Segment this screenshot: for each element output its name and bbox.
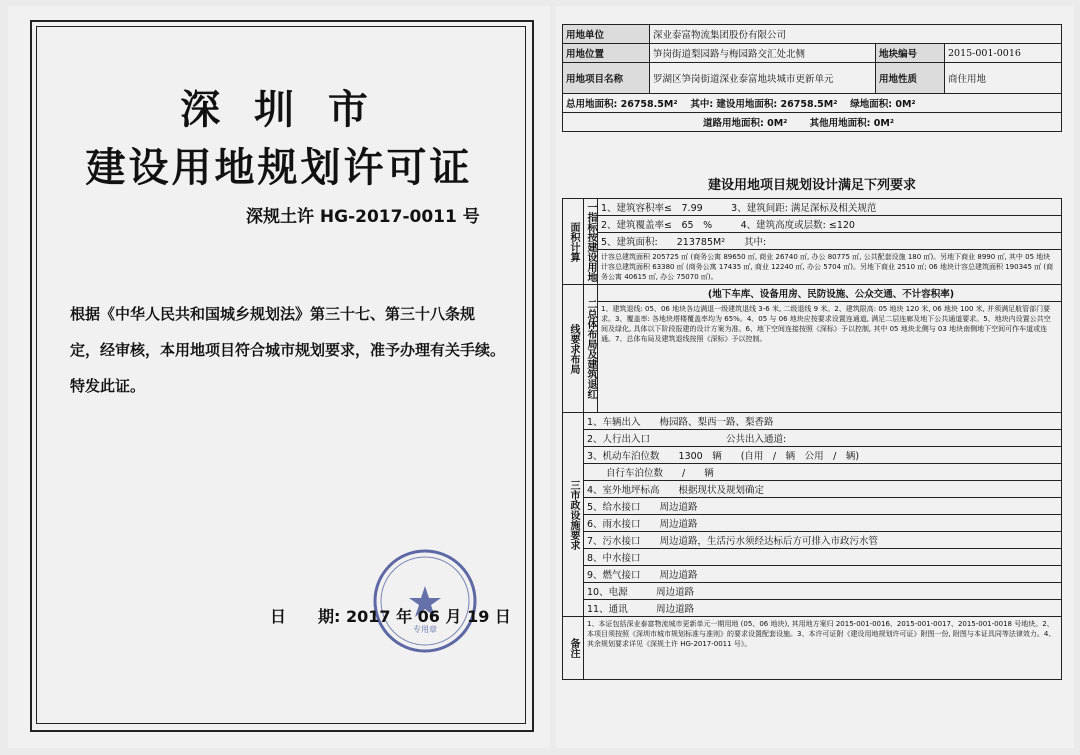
municipal-row: 3、机动车泊位数 1300 辆 (自用 / 辆 公用 / 辆)	[583, 447, 1061, 464]
municipal-row: 4、室外地坪标高 根据现状及规划确定	[583, 481, 1061, 498]
body-line-1: 根据《中华人民共和国城乡规划法》第三十七、第三十八条规	[70, 305, 476, 323]
municipal-row: 2、人行出入口 公共出入通道:	[583, 430, 1061, 447]
section-indicators	[563, 199, 1061, 284]
location-value: 笋岗街道梨园路与梅园路交汇处北侧	[650, 44, 876, 63]
nature-value: 商住用地	[945, 63, 1062, 94]
section-side-label: 备注	[563, 617, 584, 679]
area-row	[563, 94, 1062, 113]
section-sub-label: 一指标按建设用地	[583, 199, 598, 284]
nature-label: 用地性质	[876, 63, 945, 94]
land-unit-label: 用地单位	[563, 25, 650, 44]
road-area-row	[563, 113, 1062, 132]
body-line-3: 特发此证。	[70, 377, 146, 395]
section-content	[583, 617, 1061, 679]
section-content	[597, 199, 1061, 284]
details-page	[556, 6, 1074, 748]
city-name: 深 圳 市	[180, 87, 378, 133]
other-area: 其他用地面积: 0M²	[809, 118, 894, 129]
road-area: 道路用地面积: 0M²	[703, 118, 788, 129]
certificate-title: 建设用地规划许可证	[85, 145, 473, 191]
permit-number: 深规土许 HG-2017-0011 号	[246, 207, 480, 227]
section-remarks	[563, 616, 1061, 679]
municipal-row: 自行车泊位数 / 辆	[583, 464, 1061, 481]
municipal-row: 5、给水接口 周边道路	[583, 498, 1061, 515]
municipal-row: 8、中水接口	[583, 549, 1061, 566]
requirements-grid	[562, 198, 1062, 680]
section-layout	[563, 284, 1061, 412]
section-content	[583, 413, 1061, 616]
section-content	[597, 285, 1061, 412]
section-municipal	[563, 412, 1061, 616]
location-label: 用地位置	[563, 44, 650, 63]
indicator-note: 计容总建筑面积 205725 ㎡ (商务公寓 89650 ㎡, 商业 26740 ㎡, 办公 80775 ㎡, 公共配套设施 180 ㎡)。另地下商业 8990 ㎡, 其中 05 地块计容总建筑面积 63380 ㎡ (商务公寓 17435 ㎡, 商业 12240 ㎡, 办公 5704 ㎡)。另地下商业 2510 ㎡; 06 地块计容总建筑面积 190345 ㎡ (商务公寓 40615 ㎡, 办公 75070 ㎡)。	[601, 253, 1054, 281]
date-value: 2017 年 06 月 19 日	[345, 607, 511, 626]
requirements-heading: 建设用地项目规划设计满足下列要求	[707, 178, 916, 193]
certificate-page	[8, 6, 550, 748]
project-label: 用地项目名称	[563, 63, 650, 94]
parcel-no-label: 地块编号	[876, 44, 945, 63]
municipal-row: 6、雨水接口 周边道路	[583, 515, 1061, 532]
total-area: 总用地面积: 26758.5M²	[566, 99, 678, 110]
layout-header: (地下车库、设备用房、民防设施、公众交通、不计容积率)	[597, 285, 1061, 302]
certificate-body	[70, 296, 510, 404]
municipal-row: 11、通讯 周边道路	[587, 604, 695, 615]
date-label: 日 期:	[270, 607, 341, 626]
table-row	[563, 94, 1062, 113]
municipal-row: 9、燃气接口 周边道路	[583, 566, 1061, 583]
municipal-row: 7、污水接口 周边道路，生活污水须经达标后方可排入市政污水管	[583, 532, 1061, 549]
table-row	[563, 44, 1062, 63]
municipal-row: 1、车辆出入 梅园路、梨西一路、梨香路	[583, 413, 1061, 430]
section-sub-label: 二总体布局及建筑退红	[583, 285, 598, 412]
official-seal-icon	[370, 546, 480, 656]
parcel-no-value: 2015-001-0016	[945, 44, 1062, 63]
issue-date	[270, 604, 511, 627]
green-area: 绿地面积: 0M²	[850, 99, 916, 110]
section-side-label: 三市政设施要求	[563, 413, 584, 616]
section-side-label: 线要求布局	[563, 285, 584, 412]
table-row	[563, 113, 1062, 132]
indicator-row: 2、建筑覆盖率≤ 65 % 4、建筑高度或层数: ≤120	[597, 216, 1061, 233]
construction-area: 其中: 建设用地面积: 26758.5M²	[690, 99, 838, 110]
land-info-table	[562, 24, 1062, 132]
body-line-2: 定，经审核，本用地项目符合城市规划要求，准予办理有关手续。	[70, 341, 506, 359]
project-value: 罗湖区笋岗街道深业泰富地块城市更新单元	[650, 63, 876, 94]
svg-text:专用章: 专用章	[413, 625, 437, 634]
land-unit-value: 深业泰富物流集团股份有限公司	[650, 25, 1062, 44]
indicator-row: 5、建筑面积: 213785M² 其中:	[597, 233, 1061, 250]
remarks-text: 1、本证包括深业泰富物流城市更新单元一期用地 (05、06 地块), 其用地方案归 2015-001-0016、2015-001-0017、2015-001-0018 号地块。2、本项目须按照《深圳市城市规划标准与准则》的要求设置配套设施。3、本许可证附《建设用地规划许可证》附图一份, 附图与本证具同等法律效力。4、其余规划要求详见《深规土许 HG-2017-0011 号》。	[587, 620, 1056, 648]
municipal-row: 10、电源 周边道路	[583, 583, 1061, 600]
layout-text: 1、建筑退线: 05、06 地块各边满退一级建筑退线 3-6 米, 二级退线 9 米。2、建筑限高: 05 地块 120 米, 06 地块 100 米, 并须满足航管部门要求。3、覆盖率: 各地块塔楼覆盖率均为 65%。4、05 与 06 地块应按要求设置连通道, 满足二层连廊及地下公共通道要求。5、地块内设置公共空间及绿化, 具体以下阶段报建的设计方案为准。6、地下空间连接按照《深标》予以控制, 其中 05 地块北侧与 03 地块南侧地下空间可作车道或连通。7、总体布局及建筑退线按照《深标》予以控制。	[601, 305, 1051, 343]
section-side-label: 面积计算	[563, 199, 584, 284]
table-row	[563, 25, 1062, 44]
indicator-row: 1、建筑容积率≤ 7.99 3、建筑间距: 满足深标及相关规范	[597, 199, 1061, 216]
table-row	[563, 63, 1062, 94]
